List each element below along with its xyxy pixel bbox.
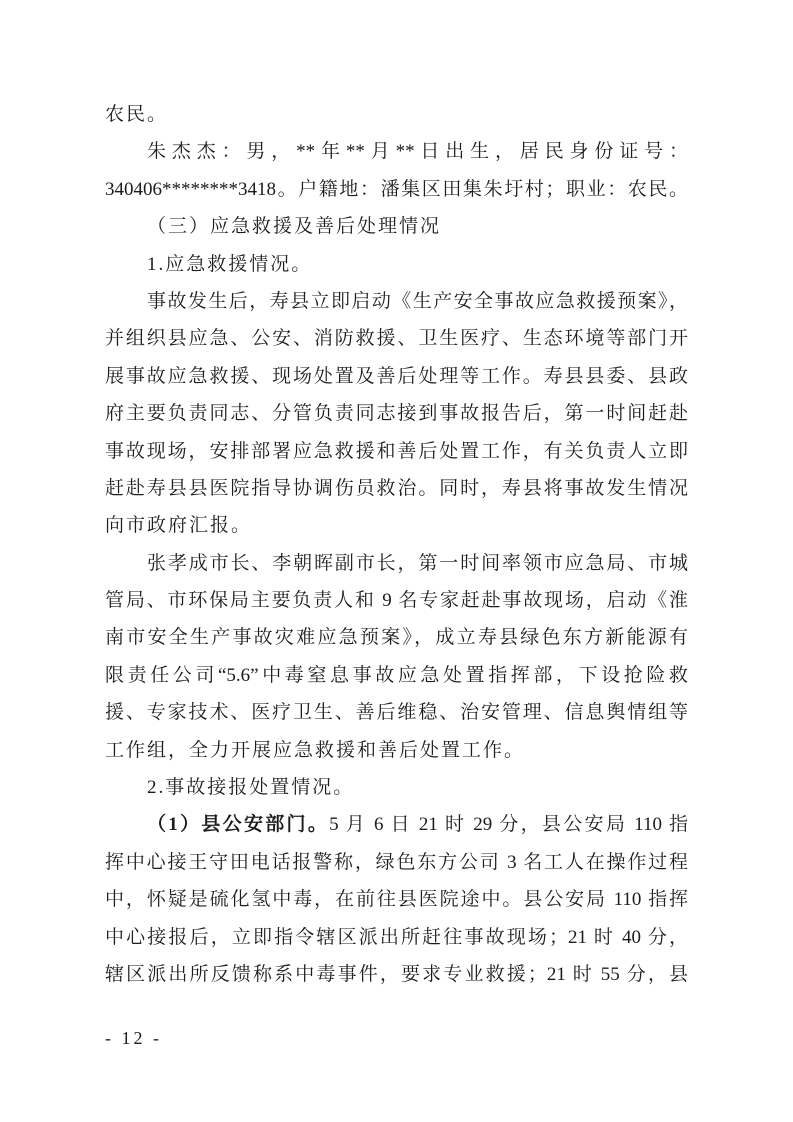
paragraph-line: 事故发生后，寿县立即启动《生产安全事故应急救援预案》， [147, 290, 688, 312]
clause-label: （1）县公安部门。 [147, 814, 330, 836]
paragraph-line: 张孝成市长、李朝晖副市长，第一时间率领市应急局、市城 [147, 552, 688, 574]
paragraph-line: 工作组，全力开展应急救援和善后处置工作。 [105, 739, 526, 761]
paragraph-line: 辖区派出所反馈称系中毒事件，要求专业救援；21 时 55 分，县 [105, 963, 688, 985]
paragraph-line: 朱杰杰：男，**年**月**日出生，居民身份证号： [147, 141, 688, 163]
paragraph-text: 5 月 6 日 21 时 29 分，县公安局 110 指 [329, 814, 688, 836]
paragraph-line: 展事故应急救援、现场处置及善后处理等工作。寿县县委、县政 [105, 365, 688, 387]
paragraph-line: 中心接报后，立即指令辖区派出所赶往事故现场；21 时 40 分， [105, 926, 688, 948]
paragraph-line: 挥中心接王守田电话报警称，绿色东方公司 3 名工人在操作过程 [105, 851, 688, 873]
paragraph-line: 南市安全生产事故灾难应急预案》，成立寿县绿色东方新能源有 [105, 627, 688, 649]
subsection-heading: 1.应急救援情况。 [147, 253, 313, 275]
paragraph-line: 农民。 [105, 104, 169, 125]
page-number: - 12 - [105, 1028, 162, 1048]
paragraph-line: 管局、市环保局主要负责人和 9 名专家赶赴事故现场，启动《淮 [105, 590, 688, 612]
paragraph-line: 府主要负责同志、分管负责同志接到事故报告后，第一时间赶赴 [105, 403, 688, 425]
paragraph-line: 340406********3418。户籍地：潘集区田集朱圩村；职业：农民。 [105, 178, 688, 200]
paragraph-line: 赶赴寿县县医院指导协调伤员救治。同时，寿县将事故发生情况 [105, 477, 688, 499]
paragraph-line [105, 806, 688, 843]
paragraph-line: 并组织县应急、公安、消防救援、卫生医疗、生态环境等部门开 [105, 328, 688, 350]
paragraph-line: 向市政府汇报。 [105, 515, 253, 537]
section-heading: （三）应急救援及善后处理情况 [147, 216, 442, 238]
subsection-heading: 2.事故接报处置情况。 [147, 777, 355, 799]
page-body [105, 96, 688, 993]
paragraph-line: 中，怀疑是硫化氢中毒，在前往县医院途中。县公安局 110 指挥 [105, 889, 688, 911]
paragraph-line: 援、专家技术、医疗卫生、善后维稳、治安管理、信息舆情组等 [105, 702, 688, 724]
paragraph-line: 限责任公司“5.6”中毒窒息事故应急处置指挥部，下设抢险救 [105, 664, 688, 686]
paragraph-line: 事故现场，安排部署应急救援和善后处置工作，有关负责人立即 [105, 440, 688, 462]
